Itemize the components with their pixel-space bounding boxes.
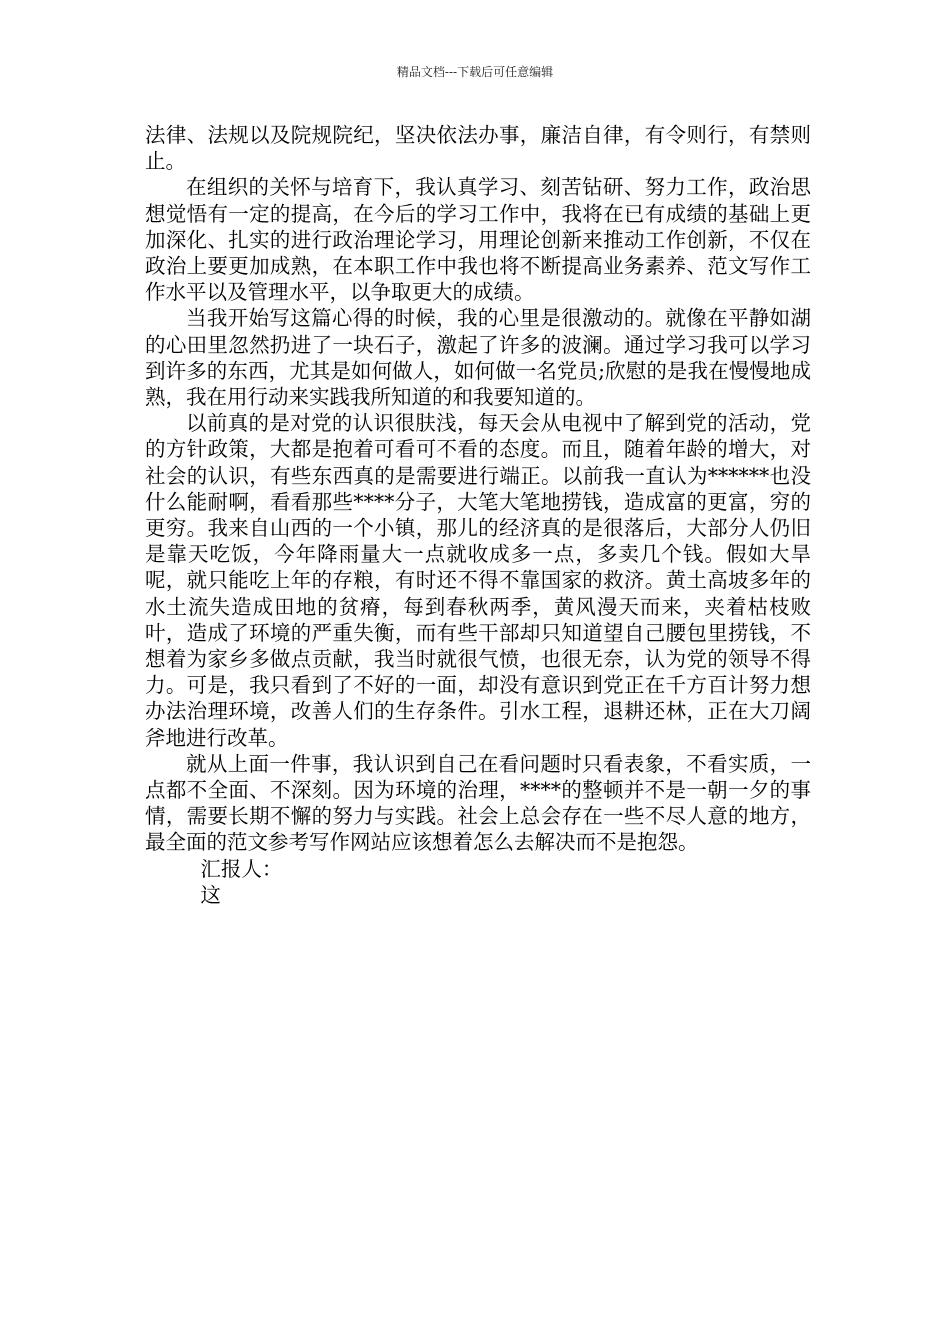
paragraph-1: 法律、法规以及院规院纪，坚决依法办事，廉洁自律，有令则行，有禁则止。	[145, 123, 811, 174]
page-header: 精品文档---下载后可任意编辑	[396, 65, 554, 79]
paragraph-3: 当我开始写这篇心得的时候，我的心里是很激动的。就像在平静如湖的心田里忽然扔进了一块石子，激起了许多的波澜。通过学习我可以学习到许多的东西，尤其是如何做人，如何做一名党员;欣慰的是我在慢慢地成熟，我在用行动来实践我所知道的和我要知道的。	[145, 306, 811, 410]
paragraph-5: 就从上面一件事，我认识到自己在看问题时只看表象，不看实质，一点都不全面、不深刻。因为环境的治理，****的整顿并不是一朝一夕的事情，需要长期不懈的努力与实践。社会上总会存在一些不尽人意的地方，最全面的范文参考写作网站应该想着怎么去解决而不是抱怨。	[145, 751, 811, 855]
signature-trailing-text: 这	[200, 882, 221, 907]
signature-label: 汇报人：	[200, 856, 283, 881]
document-body	[145, 122, 811, 908]
paragraph-4: 以前真的是对党的认识很肤浅，每天会从电视中了解到党的活动，党的方针政策，大都是抱着可看可不看的态度。而且，随着年龄的增大，对社会的认识，有些东西真的是需要进行端正。以前我一直认为******也没什么能耐啊，看看那些****分子，大笔大笔地捞钱，造成富的更富，穷的更穷。我来自山西的一个小镇，那儿的经济真的是很落后，大部分人仍旧是靠天吃饭，今年降雨量大一点就收成多一点，多卖几个钱。假如大旱呢，就只能吃上年的存粮，有时还不得不靠国家的救济。黄土高坡多年的水土流失造成田地的贫瘠，每到春秋两季，黄风漫天而来，夹着枯枝败叶，造成了环境的严重失衡，而有些干部却只知道望自己腰包里捞钱，不想着为家乡多做点贡献，我当时就很气愤，也很无奈，认为党的领导不得力。可是，我只看到了不好的一面，却没有意识到党正在千方百计努力想办法治理环境，改善人们的生存条件。引水工程，退耕还林，正在大刀阔斧地进行改革。	[145, 411, 811, 750]
paragraph-2: 在组织的关怀与培育下，我认真学习、刻苦钻研、努力工作，政治思想觉悟有一定的提高，在今后的学习工作中，我将在已有成绩的基础上更加深化、扎实的进行政治理论学习，用理论创新来推动工作创新，不仅在政治上要更加成熟，在本职工作中我也将不断提高业务素养、范文写作工作水平以及管理水平，以争取更大的成绩。	[145, 175, 811, 305]
